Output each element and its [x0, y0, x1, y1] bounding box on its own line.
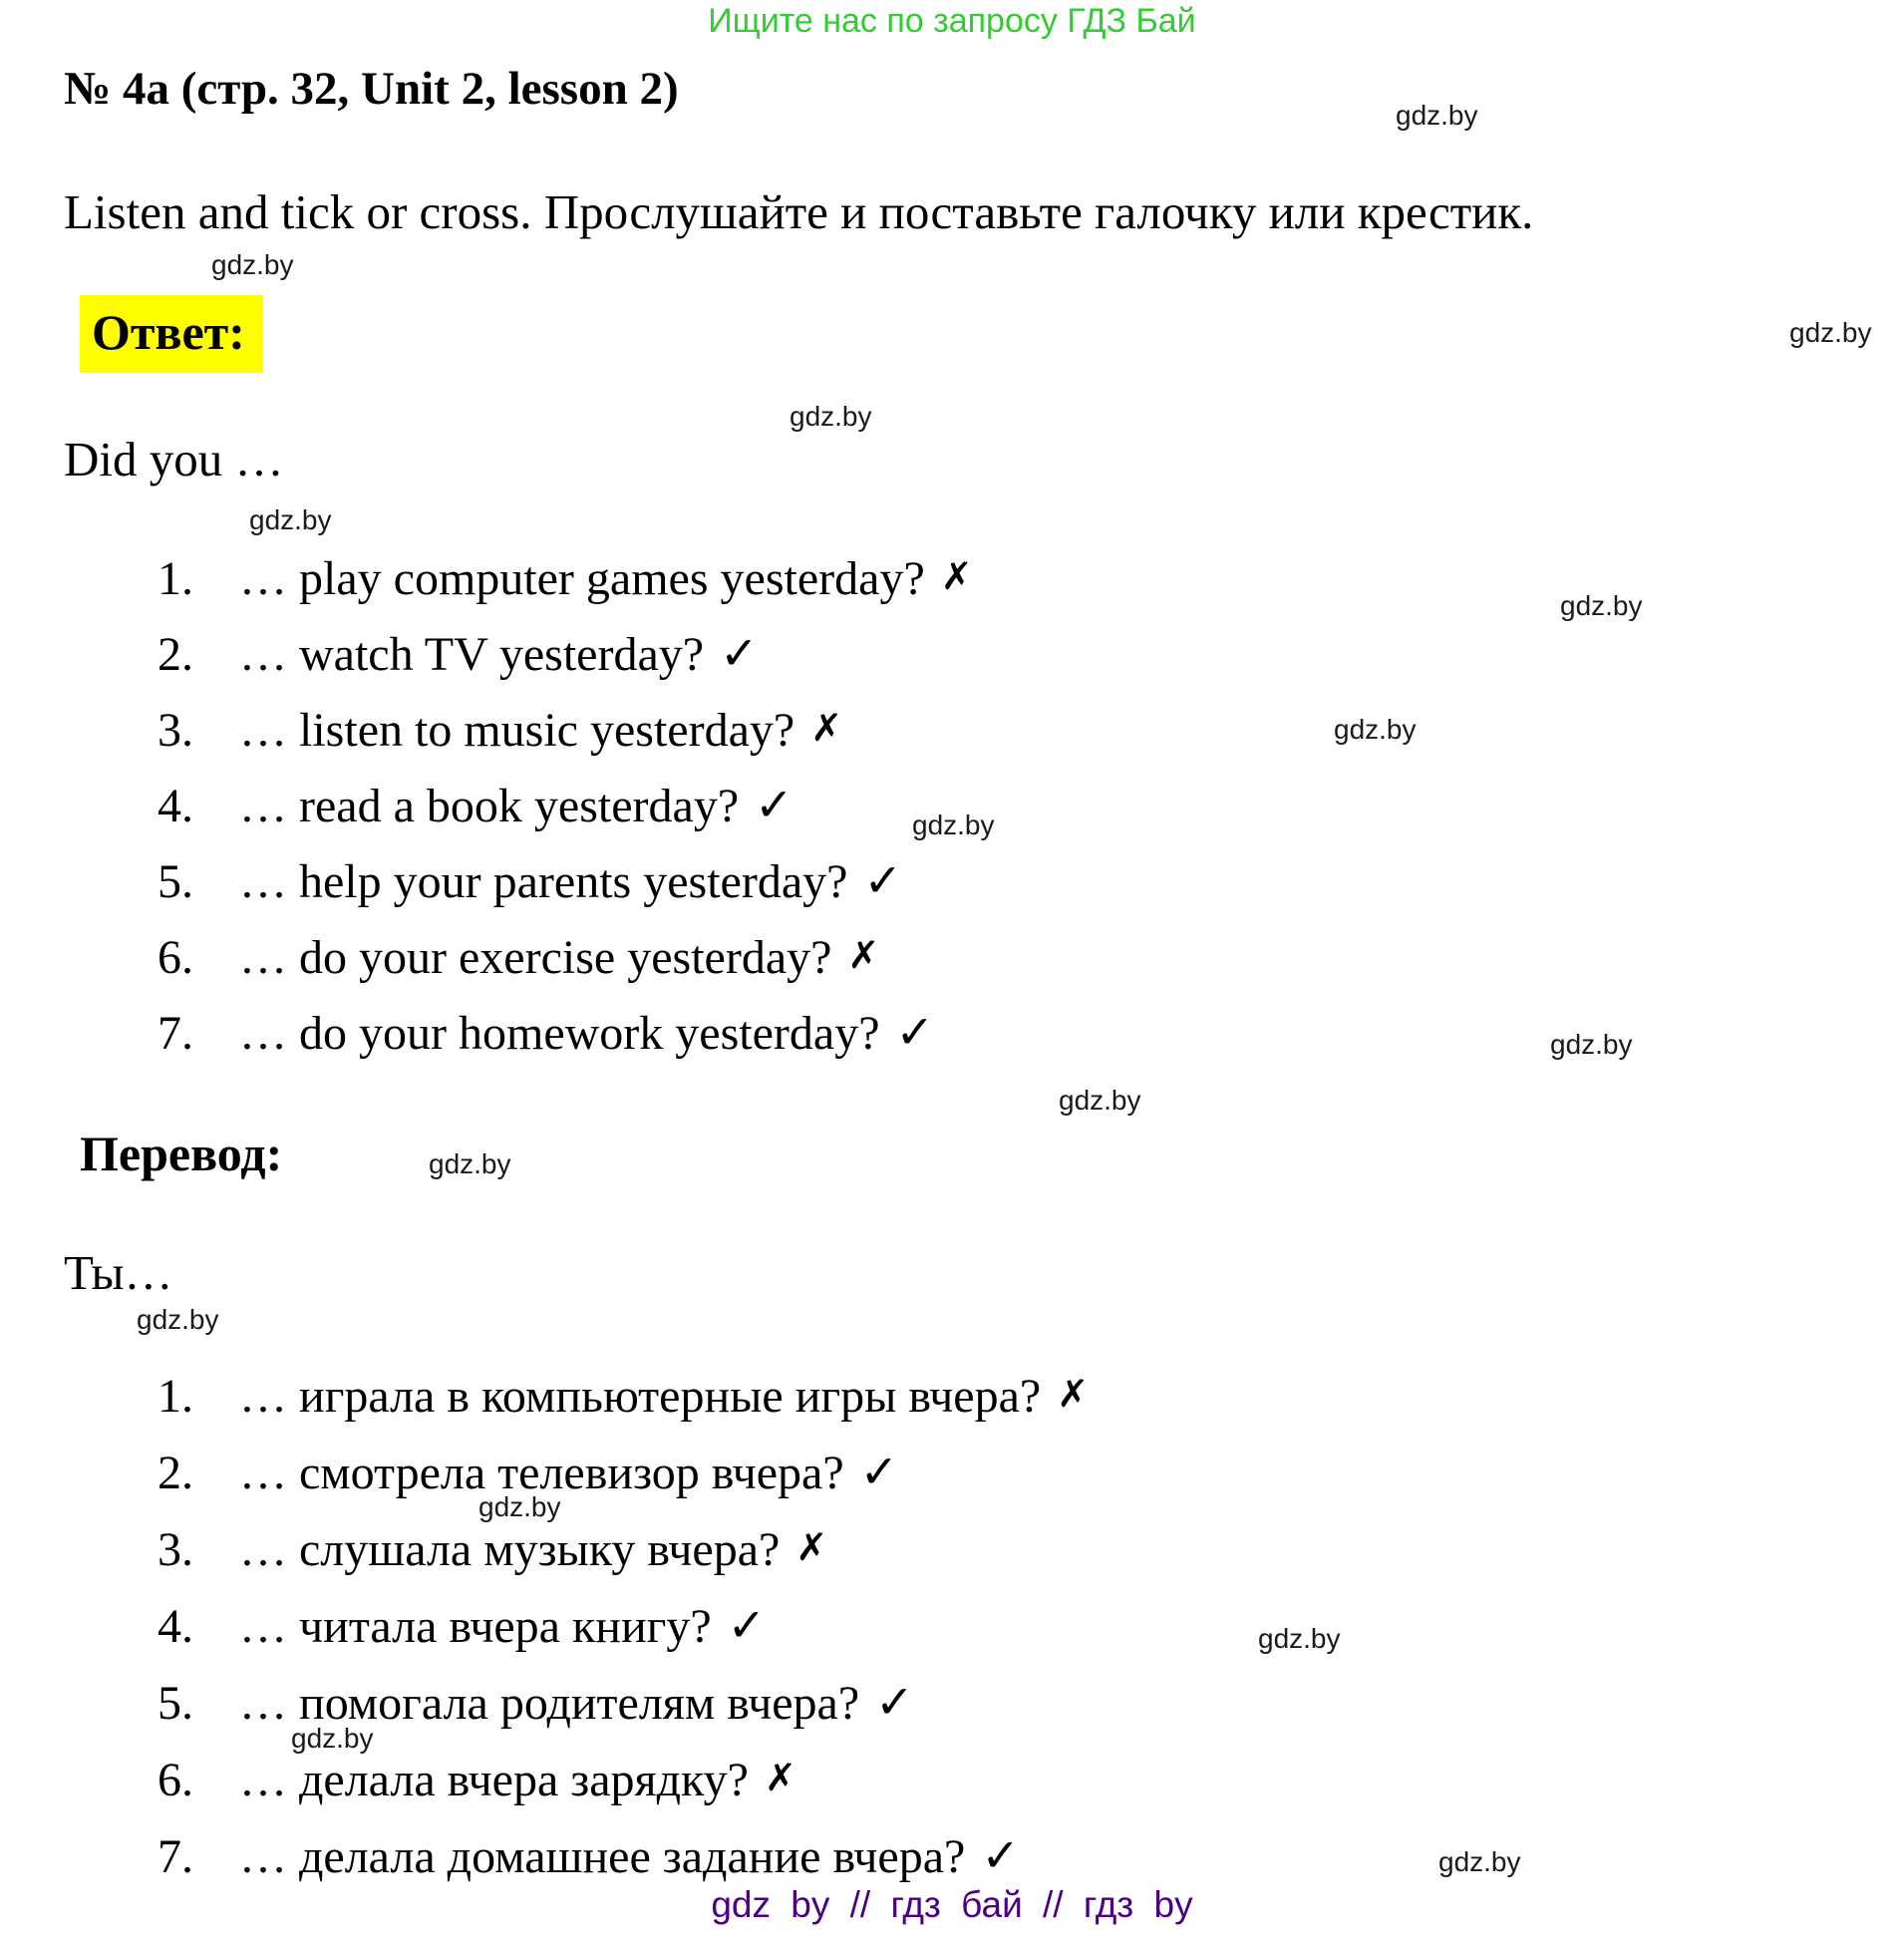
cross-icon: ✗ — [795, 1525, 828, 1569]
item-text: … play computer games yesterday? — [239, 552, 925, 605]
item-number: 3. — [158, 704, 193, 757]
item-number: 6. — [158, 931, 193, 984]
gdz-watermark: gdz.by — [211, 249, 294, 280]
answer-item — [0, 626, 1904, 702]
gdz-watermark: gdz.by — [137, 1304, 219, 1335]
item-text: … do your exercise yesterday? — [239, 931, 832, 984]
item-number: 7. — [158, 1830, 193, 1883]
item-number: 3. — [158, 1523, 193, 1576]
item-number: 4. — [158, 1600, 193, 1653]
item-text: … читала вчера книгу? — [239, 1600, 712, 1653]
item-text: … read a book yesterday? — [239, 780, 740, 832]
translation-item — [0, 1675, 1904, 1752]
item-text: … слушала музыку вчера? — [239, 1523, 781, 1576]
item-number: 4. — [158, 780, 193, 832]
gdz-watermark: gdz.by — [1438, 1846, 1521, 1877]
translation-intro: Ты… — [64, 1245, 173, 1300]
gdz-watermark: gdz.by — [1396, 100, 1478, 131]
footer-keywords: gdz by // гдз бай // гдз by — [711, 1884, 1193, 1925]
item-text: … смотрела телевизор вчера? — [239, 1447, 844, 1499]
answer-item — [0, 702, 1904, 778]
item-text: … играла в компьютерные игры вчера? — [239, 1370, 1042, 1423]
item-text: … делала домашнее задание вчера? — [239, 1830, 966, 1883]
gdz-watermark: gdz.by — [1258, 1623, 1341, 1654]
gdz-watermark: gdz.by — [249, 504, 332, 535]
gdz-watermark: gdz.by — [790, 401, 872, 432]
tick-icon: ✓ — [895, 1005, 935, 1059]
cross-icon: ✗ — [1057, 1372, 1090, 1416]
tick-icon: ✓ — [859, 1445, 899, 1498]
item-number: 1. — [158, 1370, 193, 1423]
translation-heading: Перевод: — [80, 1126, 283, 1181]
cross-icon: ✗ — [940, 554, 973, 598]
item-text: … делала вчера зарядку? — [239, 1754, 749, 1806]
translation-item — [0, 1598, 1904, 1675]
answer-item — [0, 853, 1904, 929]
answer-heading: Ответ: — [80, 295, 263, 373]
translation-item — [0, 1445, 1904, 1521]
translation-item — [0, 1752, 1904, 1828]
item-number: 1. — [158, 552, 193, 605]
gdz-watermark: gdz.by — [478, 1491, 561, 1522]
gdz-watermark: gdz.by — [1550, 1029, 1633, 1060]
item-text: … listen to music yesterday? — [239, 704, 795, 757]
cross-icon: ✗ — [810, 706, 843, 750]
item-number: 5. — [158, 855, 193, 908]
task-instruction: Listen and tick or cross. Прослушайте и поставьте галочку или крестик. — [64, 184, 1534, 239]
gdz-watermark: gdz.by — [912, 810, 995, 840]
item-number: 7. — [158, 1007, 193, 1060]
promo-banner: Ищите нас по запросу ГДЗ Бай — [708, 2, 1196, 40]
cross-icon: ✗ — [847, 933, 880, 977]
translation-item — [0, 1368, 1904, 1445]
tick-icon: ✓ — [863, 853, 902, 907]
item-number: 2. — [158, 1447, 193, 1499]
item-number: 5. — [158, 1677, 193, 1730]
exercise-title: № 4a (стр. 32, Unit 2, lesson 2) — [64, 63, 679, 115]
answer-item — [0, 929, 1904, 1005]
answer-intro: Did you … — [64, 432, 284, 486]
item-text: … помогала родителям вчера? — [239, 1677, 860, 1730]
item-number: 2. — [158, 628, 193, 681]
gdz-watermark: gdz.by — [429, 1148, 511, 1179]
gdz-watermark: gdz.by — [1334, 714, 1417, 745]
translation-list — [0, 1368, 1904, 1905]
tick-icon: ✓ — [720, 626, 759, 680]
item-text: … watch TV yesterday? — [239, 628, 705, 681]
translation-item — [0, 1521, 1904, 1598]
item-text: … help your parents yesterday? — [239, 855, 848, 908]
gdz-watermark: gdz.by — [291, 1723, 374, 1754]
gdz-watermark: gdz.by — [1059, 1085, 1141, 1116]
tick-icon: ✓ — [727, 1598, 767, 1652]
tick-icon: ✓ — [755, 778, 793, 831]
cross-icon: ✗ — [764, 1756, 796, 1799]
item-text: … do your homework yesterday? — [239, 1007, 880, 1060]
item-number: 6. — [158, 1754, 193, 1806]
tick-icon: ✓ — [981, 1828, 1020, 1882]
tick-icon: ✓ — [875, 1675, 914, 1729]
gdz-watermark: gdz.by — [1789, 317, 1872, 348]
gdz-watermark: gdz.by — [1560, 590, 1643, 621]
